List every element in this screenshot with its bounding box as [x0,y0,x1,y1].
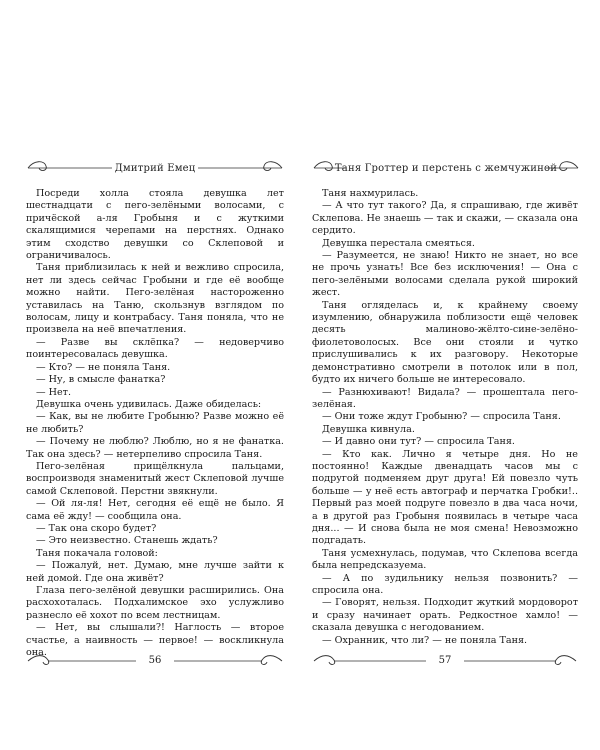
paragraph: Таня покачала головой: [36,547,158,559]
paragraph: Глаза пего-зелёной девушки расширились. Она расхохоталась. Подхалимское эхо услужливо разнесло её хохот по всем лестницам. [26,585,284,621]
paragraph: — Охранник, что ли? — не поняла Таня. [322,634,528,646]
paragraph: — Кто как. Лично я четыре дня. Но не постоянно! Каждые двенадцать часов мы с подругой подменяем друг друга! Ей повезло чуть больше — у неё есть автограф и перчатка Гробки!.. Первый раз моей подруге повезло в два часа ночи, а в другой раз Гробыня появилась в четыре часа дня... — И снова была не моя смена! Невозможно подгадать. [312,448,578,547]
paragraph: — Пожалуй, нет. Думаю, мне лучше зайти к ней домой. Где она живёт? [26,560,284,584]
paragraph: Таня усмехнулась, подумав, что Склепова всегда была непредсказуема. [312,547,578,572]
paragraph: — Разве вы склёпка? — недоверчиво поинтересовалась девушка. [26,336,284,361]
paragraph: — Нет. [36,386,72,398]
left-folio [26,652,284,672]
paragraph: — Говорят, нельзя. Подходит жуткий мордоворот и сразу начинает орать. Редкостное хамло! — сказала девушка с негодованием. [312,597,578,634]
paragraph: — Так она скоро будет? [36,522,157,534]
paragraph: — Они тоже ждут Гробыню? — спросила Таня. [322,411,561,423]
paragraph: — Почему не люблю? Люблю, но я не фанатка. Так она здесь? — нетерпеливо спросила Таня. [26,436,284,460]
paragraph: — Как, вы не любите Гробыню? Разве можно её не любить? [26,411,284,435]
right-folio [312,652,578,672]
right-running-head [312,156,580,186]
paragraph: Девушка очень удивилась. Даже обиделась: [36,398,262,410]
paragraph: — Это неизвестно. Станешь ждать? [36,535,218,547]
paragraph: Девушка перестала смеяться. [322,237,475,249]
left-header-title: Дмитрий Емец [114,163,196,174]
paragraph: — Кто? — не поняла Таня. [36,361,171,373]
left-body-text [26,188,284,659]
paragraph: — Ой ля-ля! Нет, сегодня её ещё не было. Я сама её жду! — сообщила она. [26,498,284,522]
paragraph: Посреди холла стояла девушка лет шестнадцати с пего-зелёными волосами, с причёской а-ля Гробыня и с жуткими скалящимися черепами на перстнях. Однако этим сходство девушки со Склеповой и ограничивалось. [26,188,284,262]
paragraph: — А что тут такого? Да, я спрашиваю, где живёт Склепова. Не знаешь — так и скажи, — сказала она сердито. [312,200,578,237]
paragraph: Таня нахмурилась. [322,188,419,199]
paragraph: Таня огляделась и, к крайнему своему изумлению, обнаружила поблизости ещё человек десять малиново-жёлто-сине-зелёно-фиолетоволосых. Все они стояли и чутко прислушивались к их разговору. Некоторые демонстративно смотрели в потолок или в пол, будто их ничего больше не интересовало. [312,299,578,386]
right-header-title: Таня Гроттер и перстень с жемчужиной [334,163,558,174]
right-page [300,0,600,750]
left-running-head [26,156,284,186]
paragraph: — А по зудильнику нельзя позвонить? — спросила она. [312,572,578,596]
paragraph: — Разнюхивают! Видала? — прошептала пего-зелёная. [312,386,578,410]
paragraph: Девушка кивнула. [322,423,415,435]
paragraph: Таня приблизилась к ней и вежливо спросила, нет ли здесь сейчас Гробыни и где её вообще можно найти. Пего-зелёная настороженно уставилась на Таню, скользнув взглядом по волосам, лицу и контрабасу. Таня поняла, что не произвела на неё впечатления. [26,262,284,336]
paragraph: — Ну, в смысле фанатка? [36,374,166,386]
left-page-number: 56 [148,655,162,666]
paragraph: — Нет, вы слышали?! Наглость — второе счастье, а наивность — первое! — воскликнула она. [26,622,284,659]
paragraph: Пего-зелёная прищёлкнула пальцами, воспроизводя знаменитый жест Склеповой лучше самой Склеповой. Перстни звякнули. [26,460,284,497]
right-body-text [312,188,578,647]
right-page-number: 57 [438,655,452,666]
paragraph: — И давно они тут? — спросила Таня. [322,436,515,448]
paragraph: — Разумеется, не знаю! Никто не знает, но все не прочь узнать! Все без исключения! — Она с пего-зелёными волосами сделала рукой широкий жест. [312,250,578,299]
